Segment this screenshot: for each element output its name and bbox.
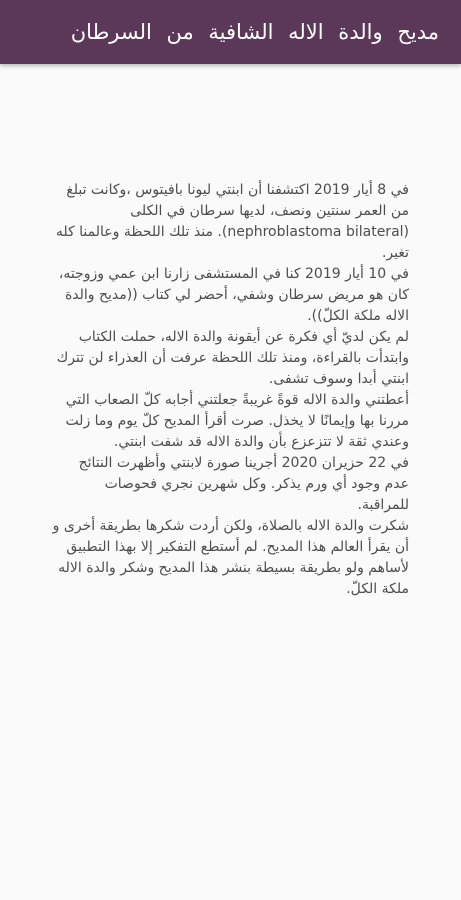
article-paragraph-2: في 10 أيار 2019 كنا في المستشفى زارنا ابن عمي وزوجته، كان هو مريض سرطان وشفي، أحضر لي كتاب ((مديح والدة الاله ملكة الكلّ)). [58, 266, 409, 324]
article-paragraph-6: شكرت والدة الاله بالصلاة، ولكن أردت شكرها بطريقة أخرى و أن يقرأ العالم هذا المديح. لم أستطع التفكير إلا بهذا التطبيق لأساهم ولو بطريقة بسيطة بنشر هذا المديح وشكر والدة الاله ملكة الكلّ. [52, 518, 409, 597]
app-title: مديح والدة الاله الشافية من السرطان [70, 20, 439, 44]
article-paragraph-1: في 8 أيار 2019 اكتشفنا أن ابنتي ليونا بافيتوس ،وكانت تبلغ من العمر سنتين ونصف، لديها سرطان في الكلى (nephroblastoma bilateral). منذ تلك اللحظة وعالمنا كله تغير. [55, 182, 409, 261]
app-bar [0, 0, 461, 64]
article-paragraph-4: أعطتني والدة الاله قوةً غريبةً جعلتني أجابه كلّ الصعاب التي مررنا بها وإيمانًا لا يخذل. صرت أقرأ المديح كلّ يوم وما زلت وعندي ثقة لا تتزعزع بأن والدة الاله قد شفت ابنتي. [65, 392, 409, 450]
article-paragraph-5: في 22 حزيران 2020 أجرينا صورة لابنتي وأظهرت النتائج عدم وجود أي ورم يذكر. وكل شهرين نجري فحوصات للمراقبة. [78, 455, 409, 513]
article-body [51, 180, 409, 600]
article-paragraph-3: لم يكن لديّ أي فكرة عن أيقونة والدة الاله، حملت الكتاب وابتدأت بالقراءة، ومنذ تلك اللحظة عرفت أن العذراء لن تترك ابنتي أبدا وسوف تشفى. [56, 329, 409, 387]
